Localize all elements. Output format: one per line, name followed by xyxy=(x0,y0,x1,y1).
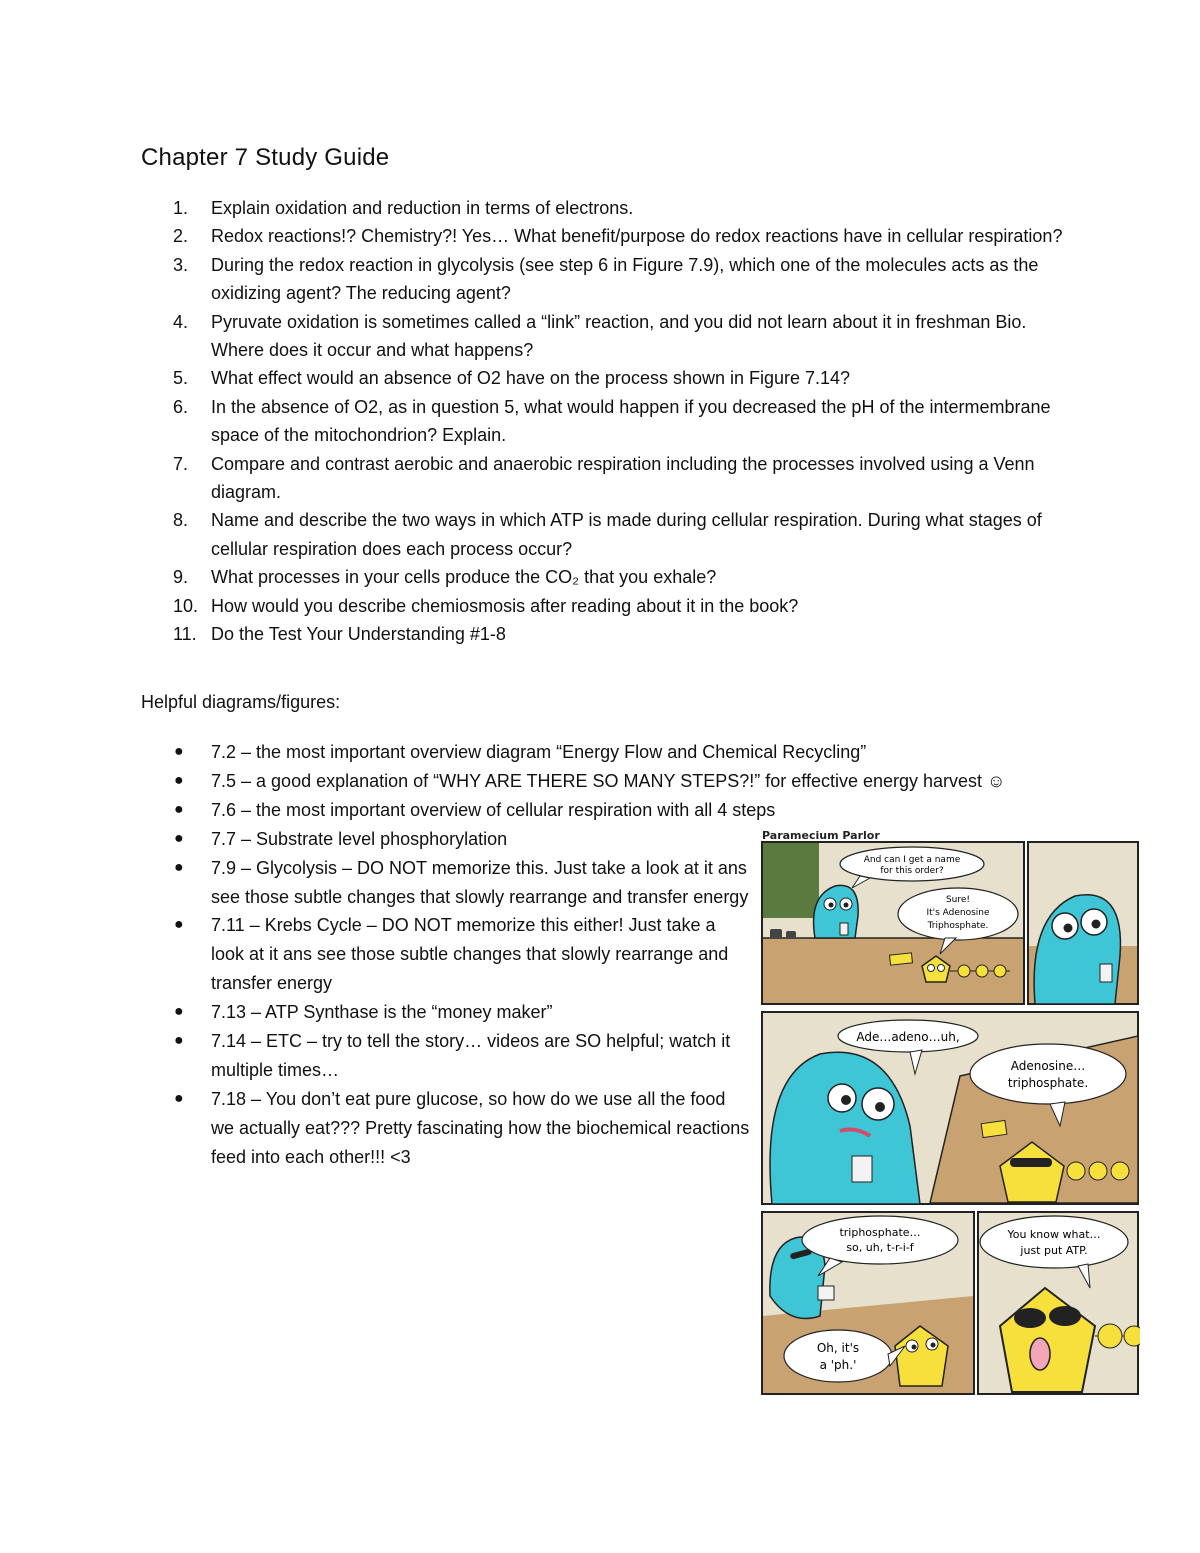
comic-panel-5 xyxy=(978,1212,1140,1394)
bullet-icon: ● xyxy=(174,916,184,934)
question-item xyxy=(141,450,1081,507)
question-item xyxy=(141,251,1081,308)
comic-strip xyxy=(760,826,1140,1396)
bullet-icon: ● xyxy=(174,743,184,760)
bullet-icon: ● xyxy=(174,829,184,847)
figure-text: 7.7 – Substrate level phosphorylation xyxy=(211,828,508,849)
question-number: 4. xyxy=(173,311,189,332)
figure-item xyxy=(141,1085,751,1172)
figure-text: 7.14 – ETC – try to tell the story… videos are SO helpful; watch it multiple times… xyxy=(211,1031,731,1080)
question-number: 9. xyxy=(173,567,189,588)
question-number: 2. xyxy=(173,226,189,247)
bubble-text: just put ATP. xyxy=(1020,1244,1088,1257)
comic-header: Paramecium Parlor xyxy=(762,829,880,842)
question-text: How would you describe chemiosmosis after reading about it in the book? xyxy=(211,595,799,616)
comic-panel-4 xyxy=(762,1212,974,1394)
figure-item xyxy=(141,854,751,912)
question-text: Compare and contrast aerobic and anaerobic respiration including the processes involved using a Venn diagram. xyxy=(211,453,1035,503)
bubble-text: You know what… xyxy=(1007,1228,1101,1241)
bullet-icon: ● xyxy=(174,1003,184,1021)
figure-text: 7.6 – the most important overview of cellular respiration with all 4 steps xyxy=(211,799,776,820)
bubble-text: triphosphate. xyxy=(1007,1076,1089,1090)
question-text: What processes in your cells produce the CO₂ that you exhale? xyxy=(211,567,717,588)
helpful-heading: Helpful diagrams/figures: xyxy=(141,692,341,712)
comic-panel-1 xyxy=(762,842,1024,1004)
figure-item xyxy=(141,911,751,998)
question-text: During the redox reaction in glycolysis (see step 6 in Figure 7.9), which one of the molecules acts as the oxidizing agent? The reducing agent? xyxy=(211,254,1039,304)
question-item xyxy=(141,222,1081,250)
bubble-text: It's Adenosine xyxy=(926,908,990,918)
question-number: 7. xyxy=(173,453,189,474)
bullet-icon: ● xyxy=(174,1032,184,1050)
bubble-text: And can I get a name xyxy=(863,855,961,865)
question-number: 6. xyxy=(173,396,189,417)
question-item xyxy=(141,620,1081,648)
bubble-text: Oh, it's xyxy=(816,1341,860,1355)
question-item xyxy=(141,393,1081,450)
figure-item xyxy=(141,998,751,1027)
bullet-icon: ● xyxy=(174,800,184,818)
question-item xyxy=(141,194,1081,222)
bubble-text: Adenosine… xyxy=(1010,1059,1086,1073)
chalkboard xyxy=(763,843,819,918)
question-text: What effect would an absence of O2 have on the process shown in Figure 7.14? xyxy=(211,368,851,389)
question-number: 1. xyxy=(173,198,189,218)
figure-text: 7.13 – ATP Synthase is the “money maker” xyxy=(211,1002,553,1023)
figure-item xyxy=(141,1027,751,1085)
bubble-text: for this order? xyxy=(880,866,944,876)
question-number: 5. xyxy=(173,368,189,389)
figure-text: 7.5 – a good explanation of “WHY ARE THERE SO MANY STEPS?!” for effective energy harvest ☺ xyxy=(211,770,1006,791)
figure-text: 7.11 – Krebs Cycle – DO NOT memorize this either! Just take a look at it ans see those subtle changes that slowly rearrange and transfer energy xyxy=(211,915,729,994)
figure-text: 7.9 – Glycolysis – DO NOT memorize this. Just take a look at it ans see those subtle changes that slowly rearrange and transfer energy xyxy=(211,857,749,907)
question-item xyxy=(141,506,1081,563)
question-text: In the absence of O2, as in question 5, what would happen if you decreased the pH of the intermembrane space of the mitochondrion? Explain. xyxy=(211,396,1051,446)
bullet-icon: ● xyxy=(174,771,184,789)
bullet-icon: ● xyxy=(174,858,184,876)
bubble-text: Triphosphate. xyxy=(927,921,989,931)
figure-item xyxy=(141,738,1061,767)
question-text: Redox reactions!? Chemistry?! Yes… What benefit/purpose do redox reactions have in cellular respiration? xyxy=(211,226,1063,247)
question-number: 8. xyxy=(173,510,189,531)
question-number: 11. xyxy=(173,624,197,645)
question-text: Name and describe the two ways in which ATP is made during cellular respiration. During what stages of cellular respiration does each process occur? xyxy=(211,510,1042,559)
question-number: 3. xyxy=(173,254,189,275)
question-number: 10. xyxy=(173,595,199,616)
question-item xyxy=(141,364,1081,392)
figure-text: 7.18 – You don’t eat pure glucose, so how do we use all the food we actually eat??? Pretty fascinating how the biochemical reactions feed into each other!!! <3 xyxy=(211,1088,750,1167)
figure-text: 7.2 – the most important overview diagram “Energy Flow and Chemical Recycling” xyxy=(211,742,867,762)
bubble-text: triphosphate… xyxy=(839,1226,921,1239)
comic-panel-3 xyxy=(762,1012,1138,1204)
bullet-icon: ● xyxy=(174,1089,184,1107)
question-text: Pyruvate oxidation is sometimes called a “link” reaction, and you did not learn about it in freshman Bio. Where does it occur and what happens? xyxy=(211,311,1027,361)
question-item xyxy=(141,563,1081,591)
figure-item xyxy=(141,767,1061,796)
figure-item xyxy=(141,825,751,854)
question-text: Explain oxidation and reduction in terms of electrons. xyxy=(211,198,634,218)
page-title: Chapter 7 Study Guide xyxy=(141,144,390,171)
figure-item xyxy=(141,796,1061,825)
question-item xyxy=(141,308,1081,365)
bubble-text: a 'ph.' xyxy=(819,1358,857,1372)
question-text: Do the Test Your Understanding #1-8 xyxy=(211,624,506,645)
bubble-text: Ade…adeno…uh, xyxy=(856,1030,960,1044)
question-item xyxy=(141,592,1081,620)
question-list xyxy=(141,194,1081,649)
bubble-text: so, uh, t-r-i-f xyxy=(846,1241,914,1254)
bubble-text: Sure! xyxy=(945,895,971,905)
comic-panel-2 xyxy=(1028,842,1138,1004)
